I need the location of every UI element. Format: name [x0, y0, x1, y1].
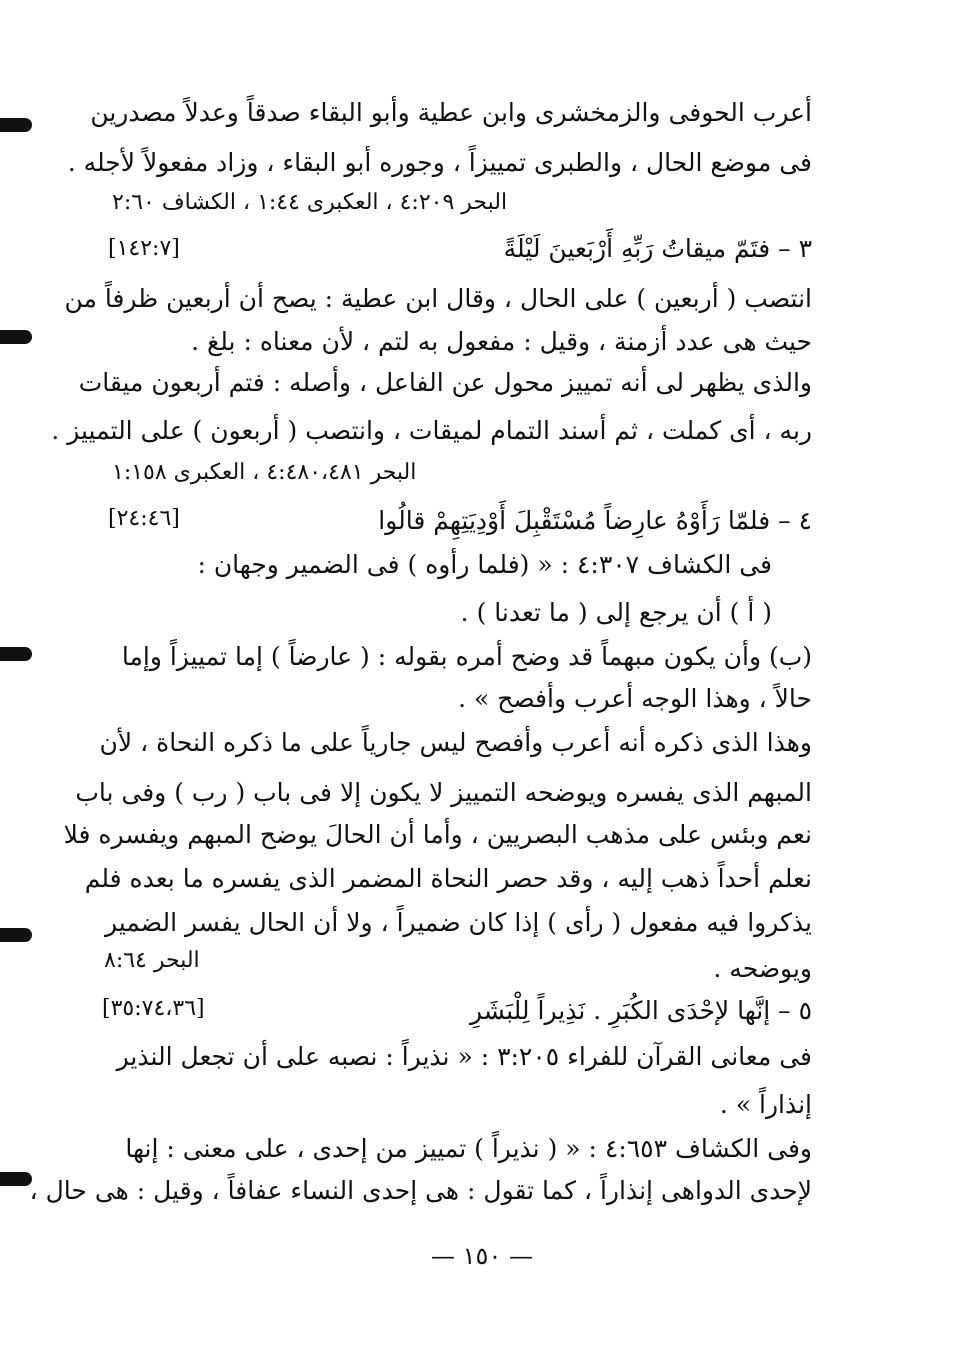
text-line: يذكروا فيه مفعول ( رأى ) إذا كان ضميراً ، ولا أن الحال يفسر الضمير [104, 908, 812, 937]
text-line: المبهم الذى يفسره ويوضحه التمييز لا يكون إلا فى باب ( رب ) وفى باب [75, 778, 812, 807]
source-citation: البحر ٤:٢٠٩ ، العكبرى ١:٤٤ ، الكشاف ٢:٦٠ [112, 190, 508, 215]
text-line: فى معانى القرآن للفراء ٣:٢٠٥ : « نذيراً : نصبه على أن تجعل النذير [116, 1042, 812, 1071]
binding-mark [0, 118, 32, 132]
page-number: — ١٥٠ — [431, 1242, 533, 1270]
verse-reference: [٢٤:٤٦] [108, 506, 180, 531]
source-citation: البحر ٤:٤٨٠،٤٨١ ، العكبرى ١:١٥٨ [112, 460, 417, 485]
text-line: لإحدى الدواهى إنذاراً ، كما تقول : هى إحدى النساء عفافاً ، وقيل : هى حال ، [29, 1176, 812, 1205]
binding-mark [0, 1172, 32, 1186]
text-line: انتصب ( أربعين ) على الحال ، وقال ابن عطية : يصح أن أربعين ظرفاً من [64, 284, 812, 313]
binding-mark [0, 330, 32, 344]
text-line: حيث هى عدد أزمنة ، وقيل : مفعول به لتم ، لأن معناه : بلغ . [191, 327, 812, 356]
text-line: والذى يظهر لى أنه تمييز محول عن الفاعل ، وأصله : فتم أربعون ميقات [78, 368, 812, 397]
source-citation: البحر ٨:٦٤ [104, 948, 200, 973]
binding-mark [0, 647, 32, 661]
verse-reference: [١٤٢:٧] [108, 236, 180, 261]
text-line: حالاً ، وهذا الوجه أعرب وأفصح » . [458, 684, 812, 713]
text-line: وهذا الذى ذكره أنه أعرب وأفصح ليس جارياً على ما ذكره النحاة ، لأن [99, 728, 812, 757]
text-line: نعم وبئس على مذهب البصريين ، وأما أن الحالَ يوضح المبهم ويفسره فلا [63, 820, 812, 849]
text-line: أعرب الحوفى والزمخشرى وابن عطية وأبو البقاء صدقاً وعدلاً مصدرين [90, 98, 812, 127]
text-line: (ب) وأن يكون مبهماً قد وضح أمره بقوله : ( عارضاً ) إما تمييزاً وإما [121, 642, 812, 671]
text-line: إنذاراً » . [719, 1090, 812, 1119]
text-line: ربه ، أى كملت ، ثم أسند التمام لميقات ، وانتصب ( أربعون ) على التمييز . [51, 416, 812, 445]
text-line: ويوضحه . [713, 954, 812, 983]
text-line: نعلم أحداً ذهب إليه ، وقد حصر النحاة المضمر الذى يفسره ما بعده فلم [84, 864, 812, 893]
text-line: فى الكشاف ٤:٣٠٧ : « (فلما رأوه ) فى الضمير وجهان : [197, 550, 772, 579]
verse-line: ٤ – فلمّا رَأَوْهُ عارِضاً مُسْتَقْبِلَ أَوْدِيَتِهِمْ قالُوا [378, 506, 812, 535]
binding-mark [0, 928, 32, 942]
verse-line: ٥ – إنَّها لإحْدَى الكُبَرِ . نَذِيراً لِلْبَشَرِ [470, 996, 812, 1025]
verse-reference: [٣٥:٧٤،٣٦] [102, 996, 205, 1021]
text-line: فى موضع الحال ، والطبرى تمييزاً ، وجوره أبو البقاء ، وزاد مفعولاً لأجله . [67, 148, 812, 177]
text-line: ( أ ) أن يرجع إلى ( ما تعدنا ) . [460, 598, 772, 627]
verse-line: ٣ – فتَمّ ميقاتُ رَبِّهِ أَرْبَعينَ لَيْلَةً [503, 234, 812, 263]
text-line: وفى الكشاف ٤:٦٥٣ : « ( نذيراً ) تمييز من إحدى ، على معنى : إنها [125, 1134, 812, 1163]
